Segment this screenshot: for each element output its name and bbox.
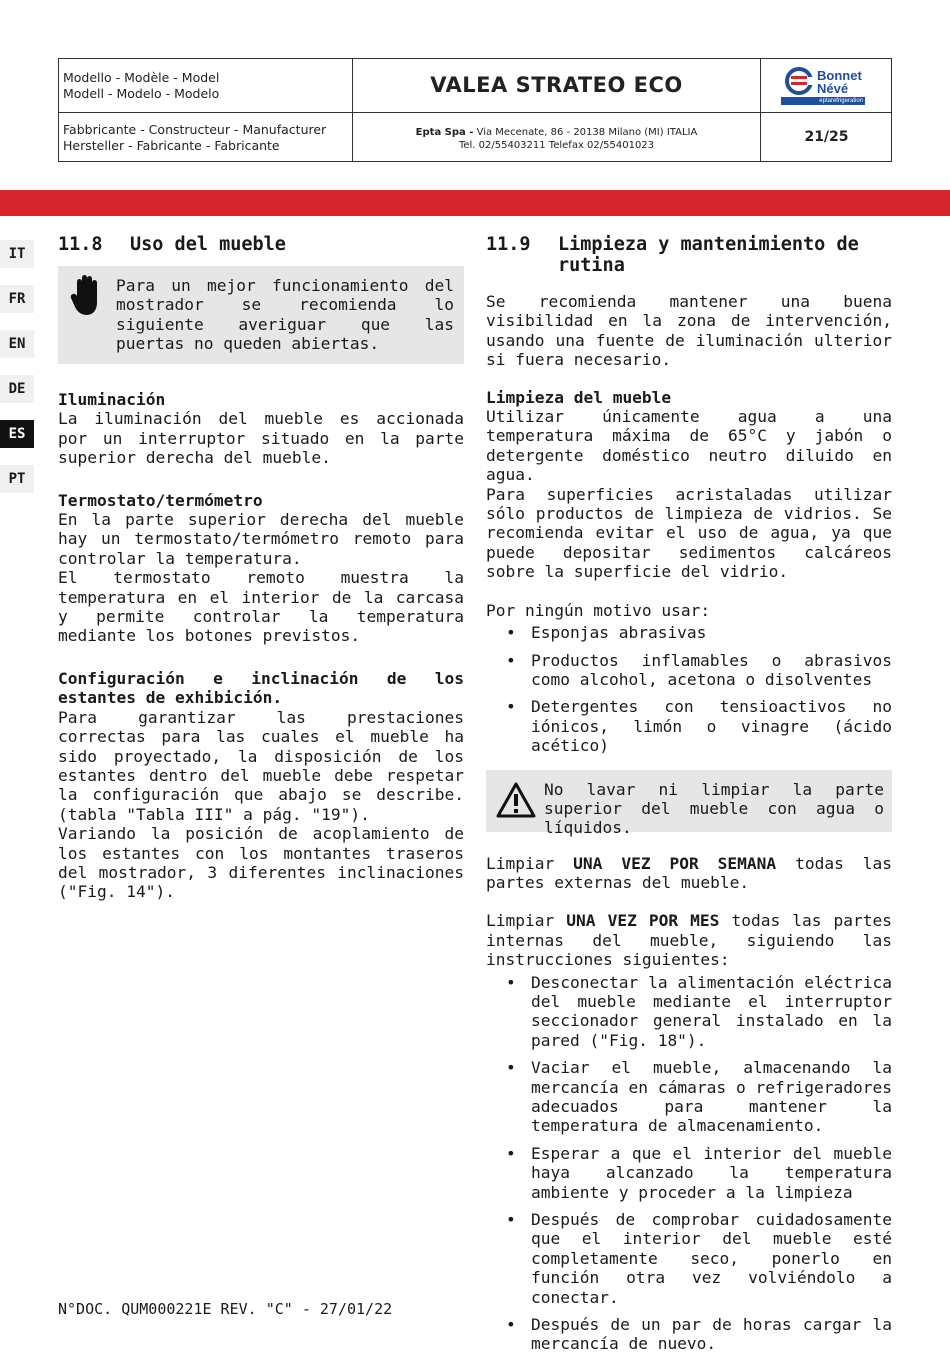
shelves-text-2: Variando la posición de acoplamiento de los estantes con los montantes traseros del mostrador, 3 diferentes inclinaciones ("Fig. 14"). — [58, 824, 464, 902]
cleaning-text-2: Para superficies acristaladas utilizar sólo productos de limpieza de vidrios. Se recomienda evitar el uso de agua, ya que puede depositar sedimentos calcáreos sobre la superficie del vidrio. — [486, 484, 892, 582]
monthly-emphasis: UNA VEZ POR MES — [566, 911, 720, 931]
lang-tab-pt[interactable]: PT — [0, 465, 34, 493]
usage-note — [58, 266, 464, 364]
bonnet-neve-logo — [781, 67, 871, 107]
red-band — [0, 190, 950, 216]
weekly-pre: Limpiar — [486, 853, 574, 873]
thermostat-heading: Termostato/termómetro — [58, 490, 263, 510]
company-phone: Tel. 02/55403211 Telefax 02/55401023 — [458, 140, 655, 151]
weekly-post: todas las partes externas del mueble. — [486, 853, 892, 892]
model-label-line1: Modello - Modèle - Model — [63, 70, 220, 85]
left-column — [58, 234, 464, 902]
section-number: 11.9 — [486, 234, 531, 255]
lang-tab-de[interactable]: DE — [0, 375, 34, 403]
warning-note — [486, 770, 892, 838]
list-item: • Esponjas abrasivas — [486, 623, 892, 642]
lang-tab-es[interactable]: ES — [0, 420, 34, 448]
lang-tab-en[interactable]: EN — [0, 330, 34, 358]
logo-emblem-icon — [783, 67, 817, 97]
section-title: Uso del mueble — [130, 234, 286, 255]
list-item: • Después de comprobar cuidadosamente que el interior del mueble esté completamente seco, ponerlo en función otra vez volviéndolo a conectar. — [486, 1210, 892, 1307]
lighting-text: La iluminación del mueble es accionada por un interruptor situado en la parte superior derecha del mueble. — [58, 409, 464, 468]
list-item: • Después de un par de horas cargar la mercancía de nuevo. — [486, 1315, 892, 1354]
manufacturer-label — [63, 122, 326, 154]
section-11-8-heading — [58, 234, 464, 255]
shelves-text-1: Para garantizar las prestaciones correctas para las cuales el mueble ha sido proyectado, la disposición de los estantes dentro del mueble debe respetar la configuración que abajo se describe. (tabla "Tabla III" a pág. "19"). — [58, 707, 464, 824]
monthly-cleaning — [486, 911, 892, 969]
thermostat-text-1: En la parte superior derecha del mueble hay un termostato/termómetro remoto para controlar la temperatura. — [58, 510, 464, 568]
list-item: • Productos inflamables o abrasivos como alcohol, acetona o disolventes — [486, 651, 892, 690]
company-name: Epta Spa - — [415, 127, 474, 138]
section-11-9-heading — [486, 234, 892, 276]
monthly-pre: Limpiar — [486, 911, 567, 931]
document-header — [58, 58, 892, 162]
cleaning-intro: Se recomienda mantener una buena visibilidad en la zona de intervención, usando una fuente de iluminación ulterior si fuera necesario. — [486, 292, 892, 370]
logo-text-line1: Bonnet — [817, 68, 862, 83]
list-item: • Detergentes con tensioactivos no iónicos, limón o vinagre (ácido acético) — [486, 697, 892, 755]
monthly-steps-list — [486, 973, 892, 1354]
model-label — [63, 70, 219, 102]
page-number: 21/25 — [804, 129, 849, 145]
company-address: Via Mecenate, 86 - 20138 Milano (MI) ITALIA — [473, 127, 698, 138]
stop-hand-icon — [70, 274, 102, 318]
lang-tab-it[interactable]: IT — [0, 240, 34, 268]
logo-subline: eptarefrigeration — [781, 97, 865, 105]
lang-tab-fr[interactable]: FR — [0, 285, 34, 313]
manufacturer-address — [353, 126, 760, 152]
never-use-list — [486, 623, 892, 755]
list-item: • Desconectar la alimentación eléctrica del mueble mediante el interruptor seccionador general instalado en la pared ("Fig. 18"). — [486, 973, 892, 1051]
section-title: Limpieza y mantenimiento de rutina — [558, 234, 859, 276]
warning-text: No lavar ni limpiar la parte superior del mueble con agua o líquidos. — [544, 779, 884, 838]
list-item: • Vaciar el mueble, almacenando la mercancía en cámaras o refrigeradores adecuados para mantener la temperatura de almacenamiento. — [486, 1058, 892, 1136]
document-footer: N°DOC. QUM000221E REV. "C" - 27/01/22 — [58, 1300, 393, 1318]
warning-triangle-icon — [496, 782, 536, 818]
manufacturer-label-line2: Hersteller - Fabricante - Fabricante — [63, 138, 280, 153]
never-use-label: Por ningún motivo usar: — [486, 600, 711, 620]
monthly-post: todas las partes internas del mueble, siguiendo las instrucciones siguientes: — [486, 911, 893, 970]
lighting-heading: Iluminación — [58, 390, 166, 409]
weekly-emphasis: UNA VEZ POR SEMANA — [573, 853, 777, 873]
model-label-line2: Modell - Modelo - Modelo — [63, 86, 220, 101]
logo-text-line2: Névé — [817, 81, 849, 96]
cleaning-heading: Limpieza del mueble — [486, 387, 672, 407]
usage-note-text: Para un mejor funcionamiento del mostrador se recomienda lo siguiente averiguar que las puertas no queden abiertas. — [116, 276, 454, 354]
right-column — [486, 234, 892, 1354]
cleaning-text-1: Utilizar únicamente agua a una temperatura máxima de 65°C y jabón o detergente doméstico neutro diluido en agua. — [486, 407, 892, 485]
list-item: • Esperar a que el interior del mueble haya alcanzado la temperatura ambiente y proceder a la limpieza — [486, 1144, 892, 1202]
shelves-heading: Configuración e inclinación de los estantes de exhibición. — [58, 668, 464, 708]
weekly-cleaning — [486, 854, 892, 893]
manufacturer-label-line1: Fabbricante - Constructeur - Manufacturer — [63, 122, 327, 137]
thermostat-text-2: El termostato remoto muestra la temperatura en el interior de la carcasa y permite controlar la temperatura mediante los botones previstos. — [58, 568, 464, 646]
model-name: VALEA STRATEO ECO — [430, 73, 683, 97]
section-number: 11.8 — [58, 234, 103, 255]
